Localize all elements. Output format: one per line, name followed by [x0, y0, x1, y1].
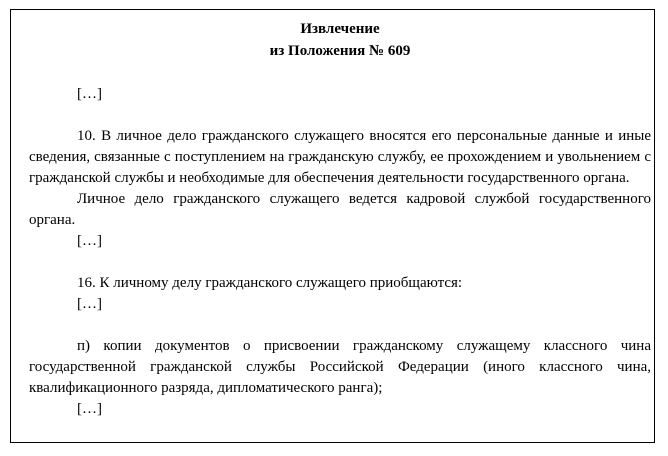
spacer	[29, 62, 651, 84]
title-line-1: Извлечение	[300, 21, 380, 37]
spacer	[29, 252, 651, 273]
document-frame	[10, 9, 655, 443]
document-content	[29, 18, 651, 420]
ellipsis-2: […]	[77, 233, 102, 249]
spacer	[29, 105, 651, 126]
document-title	[29, 18, 651, 62]
spacer	[29, 315, 651, 336]
title-line-2: из Положения № 609	[269, 43, 411, 59]
paragraph-10: 10. В личное дело гражданского служащего вносятся его персональные данные и иные сведения, связанные с поступлением на гражданскую службу, ее прохождением и увольнением с гражданской службы и необходимые для обеспечения деятельности государственного органа.	[29, 128, 651, 186]
paragraph-16: 16. К личному делу гражданского служащего приобщаются:	[77, 275, 463, 291]
paragraph-10-second: Личное дело гражданского служащего ведется кадровой службой государственного органа.	[29, 191, 651, 228]
ellipsis-1: […]	[77, 86, 102, 102]
ellipsis-3: […]	[77, 296, 102, 312]
paragraph-p: п) копии документов о присвоении гражданскому служащему классного чина государственной гражданской службы Российской Федерации (иного классного чина, квалификационного разряда, дипломатического ранга);	[29, 338, 651, 396]
ellipsis-4: […]	[77, 401, 102, 417]
